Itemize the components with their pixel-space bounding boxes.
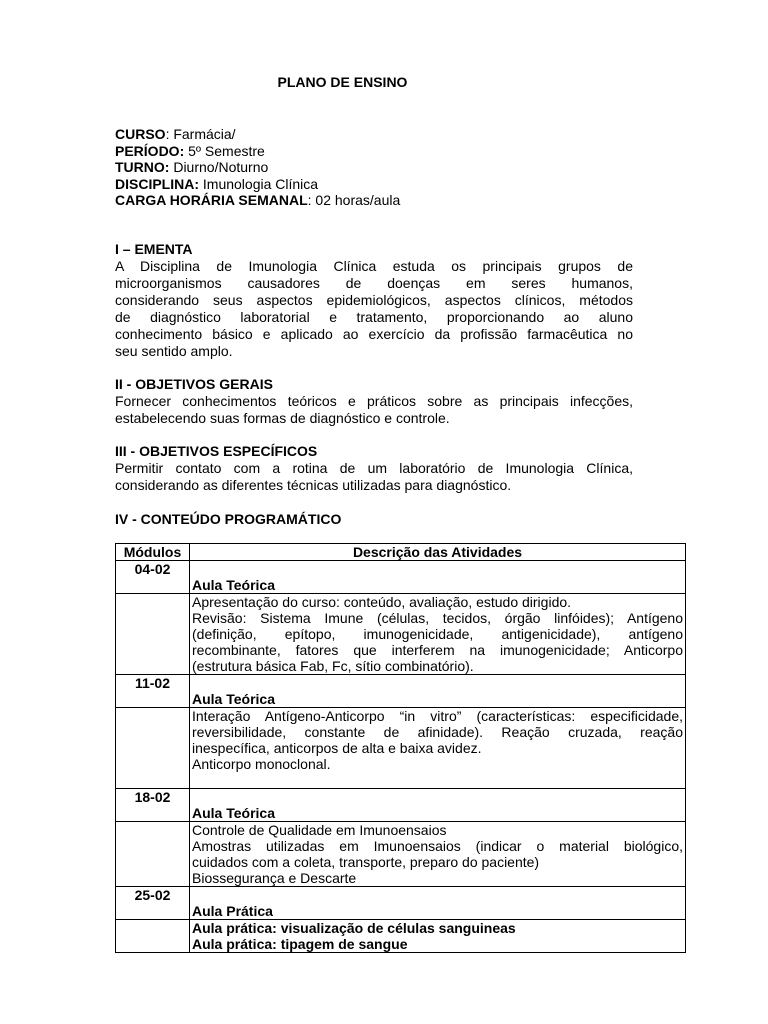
module-date: 25-02 (116, 887, 190, 920)
curso-label: CURSO (115, 126, 166, 142)
ementa-line: conhecimento básico e aplicado ao exercício da profissão farmacêutica no (115, 326, 633, 342)
table-row (116, 561, 686, 594)
conteudo-heading: IV - CONTEÚDO PROGRAMÁTICO (115, 511, 342, 527)
disciplina-value: Imunologia Clínica (199, 175, 319, 192)
disciplina-line (115, 176, 633, 193)
objetivos-gerais-line: estabelecendo suas formas de diagnóstico e controle. (115, 410, 450, 426)
ementa-line: considerando seus aspectos epidemiológicos, aspectos clínicos, métodos (115, 292, 633, 308)
module-type: Aula Teórica (192, 691, 275, 707)
module-type-cell (190, 887, 686, 920)
module-description: Aula prática: visualização de células sanguineas Aula prática: tipagem de sangue (190, 920, 686, 953)
turno-label: TURNO: (115, 159, 170, 176)
conteudo-section (115, 511, 633, 528)
course-header (115, 126, 633, 209)
module-date: 11-02 (116, 675, 190, 708)
ementa-line: A Disciplina de Imunologia Clínica estuda os principais grupos de (115, 258, 633, 274)
module-type: Aula Teórica (192, 577, 275, 593)
objetivos-gerais-line: Fornecer conhecimentos teóricos e práticos sobre as principais infecções, (115, 393, 633, 409)
module-type-cell (190, 675, 686, 708)
conteudo-table (115, 543, 686, 953)
module-description: Apresentação do curso: conteúdo, avaliação, estudo dirigido. Revisão: Sistema Imune (células, tecidos, órgão linfóides); Antígeno (definição, epítopo, imunogenicidade, antigenicidade), antígeno recombinante, fatores que interferem na imunogenicidade; Anticorpo (estrutura básica Fab, Fc, sítio combinatório). (190, 594, 686, 675)
module-type: Aula Prática (192, 903, 273, 919)
turno-line (115, 159, 633, 176)
objetivos-especificos-heading: III - OBJETIVOS ESPECÍFICOS (115, 443, 318, 459)
table-row (116, 675, 686, 708)
turno-value: Diurno/Noturno (169, 159, 269, 176)
ementa-heading: I – EMENTA (115, 241, 193, 257)
module-type-cell (190, 561, 686, 594)
col-modulos-header: Módulos (116, 544, 190, 561)
objetivos-gerais-section (115, 376, 633, 427)
empty-cell (116, 594, 190, 675)
table-header-row (116, 544, 686, 561)
col-descricao-header: Descrição das Atividades (190, 544, 686, 561)
table-row (116, 920, 686, 953)
table-row (116, 789, 686, 822)
objetivos-especificos-line: Permitir contato com a rotina de um laboratório de Imunologia Clínica, (115, 460, 633, 476)
ementa-line: de diagnóstico laboratorial e tratamento, proporcionando ao aluno (115, 309, 633, 325)
module-date: 04-02 (116, 561, 190, 594)
ementa-line: microorganismos causadores de doenças em seres humanos, (115, 275, 633, 291)
periodo-value: 5º Semestre (184, 142, 265, 159)
ementa-section (115, 241, 633, 360)
table-row (116, 708, 686, 789)
objetivos-gerais-heading: II - OBJETIVOS GERAIS (115, 376, 273, 392)
empty-cell (116, 822, 190, 887)
module-type-cell (190, 789, 686, 822)
table-row (116, 822, 686, 887)
periodo-label: PERÍODO: (115, 142, 185, 159)
table-row (116, 594, 686, 675)
empty-cell (116, 920, 190, 953)
objetivos-especificos-line: considerando as diferentes técnicas utilizadas para diagnóstico. (115, 477, 512, 493)
curso-line (115, 126, 633, 143)
periodo-line (115, 143, 633, 160)
curso-value: : Farmácia/ (165, 126, 236, 142)
module-description: Controle de Qualidade em Imunoensaios Amostras utilizadas em Imunoensaios (indicar o material biológico, cuidados com a coleta, transporte, preparo do paciente) Biossegurança e Descarte (190, 822, 686, 887)
module-description: Interação Antígeno-Anticorpo “in vitro” (características: especificidade, reversibilidade, constante de afinidade). Reação cruzada, reação inespecífica, anticorpos de alta e baixa avidez. Anticorpo monoclonal. (190, 708, 686, 789)
module-date: 18-02 (116, 789, 190, 822)
ementa-line: seu sentido amplo. (115, 343, 233, 359)
document-title: PLANO DE ENSINO (277, 74, 408, 90)
module-type: Aula Teórica (192, 805, 275, 821)
table-row (116, 887, 686, 920)
empty-cell (116, 708, 190, 789)
carga-line (115, 192, 633, 209)
disciplina-label: DISCIPLINA: (115, 175, 199, 192)
objetivos-especificos-section (115, 443, 633, 494)
carga-label: CARGA HORÁRIA SEMANAL (115, 192, 308, 209)
carga-value: : 02 horas/aula (307, 192, 401, 209)
